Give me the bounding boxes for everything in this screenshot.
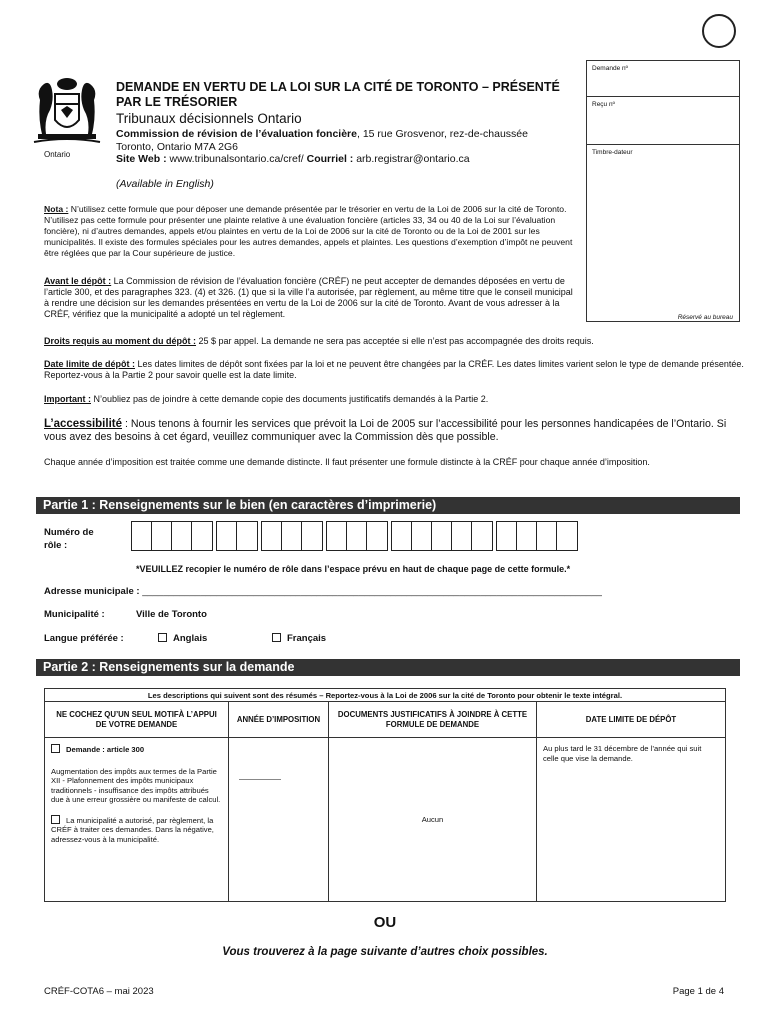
tax-year-input[interactable] <box>239 779 281 780</box>
roll-digit-box[interactable] <box>282 522 302 550</box>
recu-number-label: Reçu nº <box>592 101 615 108</box>
important-paragraph <box>44 394 744 405</box>
roll-digit-box[interactable] <box>302 522 322 550</box>
roll-digit-box[interactable] <box>192 522 212 550</box>
municipality-value: Ville de Toronto <box>136 609 207 620</box>
deadline-cell: Au plus tard le 31 décembre de l’année qui suit celle que vise la demande. <box>537 738 726 902</box>
next-page-note: Vous trouverez à la page suivante d’autres choix possibles. <box>222 946 548 958</box>
col-header-tax-year: ANNÉE D’IMPOSITION <box>229 702 329 738</box>
commission-address: , 15 rue Grosvenor, rez-de-chaussée <box>356 128 528 140</box>
or-separator: OU <box>373 914 397 931</box>
demande-number-field[interactable] <box>587 61 739 97</box>
bylaw-text: La municipalité a autorisé, par règlement, la CRÉF à traiter ces demandes. Dans la négative, adressez-vous à la municipalité. <box>51 815 214 844</box>
date-stamp-label: Timbre-dateur <box>592 149 633 156</box>
roll-digit-box[interactable] <box>497 522 517 550</box>
reason-cell <box>45 738 229 902</box>
roll-digit-box[interactable] <box>152 522 172 550</box>
tribunal-name: Tribunaux décisionnels Ontario <box>116 111 302 126</box>
checkbox-icon[interactable] <box>158 633 167 642</box>
demande-number-label: Demande nº <box>592 65 628 72</box>
droits-text: 25 $ par appel. La demande ne sera pas acceptée si elle n’est pas accompagnée des droits requis. <box>196 336 594 346</box>
roll-digit-box[interactable] <box>517 522 537 550</box>
nota-label: Nota : <box>44 204 69 214</box>
roll-label-line2: rôle : <box>44 540 68 551</box>
roll-number-label <box>44 526 94 552</box>
page-number: Page 1 de 4 <box>672 986 724 997</box>
lang-en-label: Anglais <box>173 633 208 644</box>
commission-name: Commission de révision de l’évaluation foncière <box>116 128 357 140</box>
access-label: L’accessibilité <box>44 418 122 430</box>
roll-digit-box[interactable] <box>327 522 347 550</box>
recu-number-field[interactable] <box>587 97 739 145</box>
access-text: : Nous tenons à fournir les services que prévoit la Loi de 2005 sur l’accessibilité pour les personnes handicapées de l’Ontario. Si vous avez des besoins à cet égard, veuillez communiquer avec la Commission dès que possible. <box>44 418 727 443</box>
checkbox-icon[interactable] <box>51 815 60 824</box>
tax-year-cell <box>229 738 329 902</box>
avant-depot-paragraph <box>44 276 574 320</box>
lang-fr-label: Français <box>287 633 327 644</box>
email-link[interactable]: arb.registrar@ontario.ca <box>353 153 470 165</box>
roll-number-input <box>131 521 578 551</box>
option-section-300[interactable] <box>51 744 222 755</box>
col-header-documents: DOCUMENTS JUSTIFICATIFS À JOINDRE À CETTE FORMULE DE DEMANDE <box>329 702 537 738</box>
commission-city: Toronto, Ontario M7A 2G6 <box>116 140 238 153</box>
roll-digit-box[interactable] <box>262 522 282 550</box>
roll-digit-box[interactable] <box>347 522 367 550</box>
office-use-box <box>586 60 740 322</box>
roll-digit-box[interactable] <box>557 522 577 550</box>
roll-number-note: *VEUILLEZ recopier le numéro de rôle dans l’espace prévu en haut de chaque page de cette formule.* <box>136 564 571 574</box>
checkbox-icon[interactable] <box>51 744 60 753</box>
roll-group-4 <box>326 521 388 551</box>
commission-contact <box>116 128 586 166</box>
bylaw-authorized-option[interactable] <box>51 815 222 845</box>
option-description: Augmentation des impôts aux termes de la Partie XII - Plafonnement des impôts municipaux traditionnels - insuffisance des impôts attribués due à une erreur grossière ou manifeste de calcul. <box>51 766 221 804</box>
important-label: Important : <box>44 394 91 404</box>
roll-label-line1: Numéro de <box>44 527 94 538</box>
language-option-french[interactable] <box>272 633 326 644</box>
address-label: Adresse municipale : <box>44 586 143 597</box>
email-label: Courriel : <box>306 153 354 165</box>
language-option-english[interactable] <box>158 633 207 644</box>
deadline-paragraph <box>44 359 744 381</box>
roll-digit-box[interactable] <box>537 522 557 550</box>
office-use-label: Réservé au bureau <box>677 314 733 321</box>
form-id: CRÉF-COTA6 – mai 2023 <box>44 986 154 997</box>
nota-text: N’utilisez cette formule que pour déposer une demande présentée par le trésorier en vertu de la Loi de 2006 sur la cité de Toronto. N’utilisez pas cette formule pour présenter une plainte relative à une évaluation foncière (articles 33, 34 ou 40 de la Loi sur l’évaluation foncière), ni d’autres demandes, appels et/ou plaintes en vertu de la Loi de 2006 sur la cité de Toronto ou de la Loi de 2001 sur les municipalités. Il existe des formules spéciales pour les autres demandes, appels et plaintes. Les questions d’exemption d’impôt ne peuvent être réglées que par la Cour supérieure de justice. <box>44 204 573 258</box>
fees-paragraph <box>44 336 744 347</box>
accessibility-paragraph <box>44 418 744 444</box>
site-link[interactable]: www.tribunalsontario.ca/cref/ <box>166 153 307 165</box>
part1-header: Partie 1 : Renseignements sur le bien (en caractères d’imprimerie) <box>36 497 740 514</box>
corner-circle-marker <box>702 14 736 48</box>
roll-digit-box[interactable] <box>392 522 412 550</box>
checkbox-icon[interactable] <box>272 633 281 642</box>
option-label: Demande : article 300 <box>66 745 145 754</box>
part2-header: Partie 2 : Renseignements sur la demande <box>36 659 740 676</box>
address-row <box>44 586 602 597</box>
table-caption: Les descriptions qui suivent sont des résumés – Reportez-vous à la Loi de 2006 sur la cité de Toronto pour obtenir le texte intégral. <box>45 689 726 702</box>
date-label: Date limite de dépôt : <box>44 359 136 369</box>
logo-ontario-label: Ontario <box>44 150 71 159</box>
roll-digit-box[interactable] <box>237 522 257 550</box>
request-table <box>44 688 726 902</box>
roll-group-5 <box>391 521 493 551</box>
ontario-coat-of-arms-logo <box>28 70 106 162</box>
language-label: Langue préférée : <box>44 633 124 644</box>
roll-group-2 <box>216 521 258 551</box>
site-label: Site Web : <box>116 153 167 165</box>
roll-group-1 <box>131 521 213 551</box>
col-header-reason: NE COCHEZ QU’UN SEUL MOTIFÀ L’APPUI DE VOTRE DEMANDE <box>45 702 229 738</box>
col-header-deadline: DATE LIMITE DE DÉPÔT <box>537 702 726 738</box>
roll-group-3 <box>261 521 323 551</box>
form-title: DEMANDE EN VERTU DE LA LOI SUR LA CITÉ DE TORONTO – PRÉSENTÉ PAR LE TRÉSORIER <box>116 80 560 109</box>
municipality-label: Municipalité : <box>44 609 105 620</box>
roll-digit-box[interactable] <box>172 522 192 550</box>
droits-label: Droits requis au moment du dépôt : <box>44 336 197 346</box>
roll-digit-box[interactable] <box>472 522 492 550</box>
address-input[interactable]: _______________________________________________________________________________________ <box>142 586 602 597</box>
documents-cell: Aucun <box>329 738 537 902</box>
available-in-english: (Available in English) <box>116 178 214 190</box>
roll-digit-box[interactable] <box>217 522 237 550</box>
important-text: N’oubliez pas de joindre à cette demande copie des documents justificatifs demandés à la Partie 2. <box>91 394 489 404</box>
tax-year-paragraph: Chaque année d’imposition est traitée comme une demande distincte. Il faut présenter une formule distincte à la CRÉF pour chaque année d’imposition. <box>44 457 650 467</box>
date-text: Les dates limites de dépôt sont fixées par la loi et ne peuvent être changées par la CRÉF. Les dates limites varient selon le type de demande présentée. Reportez-vous à la Partie 2 pour savoir quelle est la date limite. <box>44 359 744 380</box>
roll-group-6 <box>496 521 578 551</box>
roll-digit-box[interactable] <box>452 522 472 550</box>
roll-digit-box[interactable] <box>132 522 152 550</box>
roll-digit-box[interactable] <box>367 522 387 550</box>
date-stamp-field[interactable] <box>587 145 739 323</box>
avant-label: Avant le dépôt : <box>44 276 112 286</box>
avant-text: La Commission de révision de l’évaluation foncière (CRÉF) ne peut accepter de demandes déposées en vertu de l’article 300, et des paragraphes 323. (4) et 326. (1) que si la ville l’a autorisée, par règlement, au même titre que le conseil municipal à rendre une décision sur les demandes présentées en vertu de la Loi de 2006 sur la cité de Toronto. Avant de vous adresser à la CRÉF, vérifiez que la municipalité a adopté un tel règlement. <box>44 276 573 319</box>
roll-digit-box[interactable] <box>412 522 432 550</box>
nota-paragraph <box>44 204 574 259</box>
roll-digit-box[interactable] <box>432 522 452 550</box>
